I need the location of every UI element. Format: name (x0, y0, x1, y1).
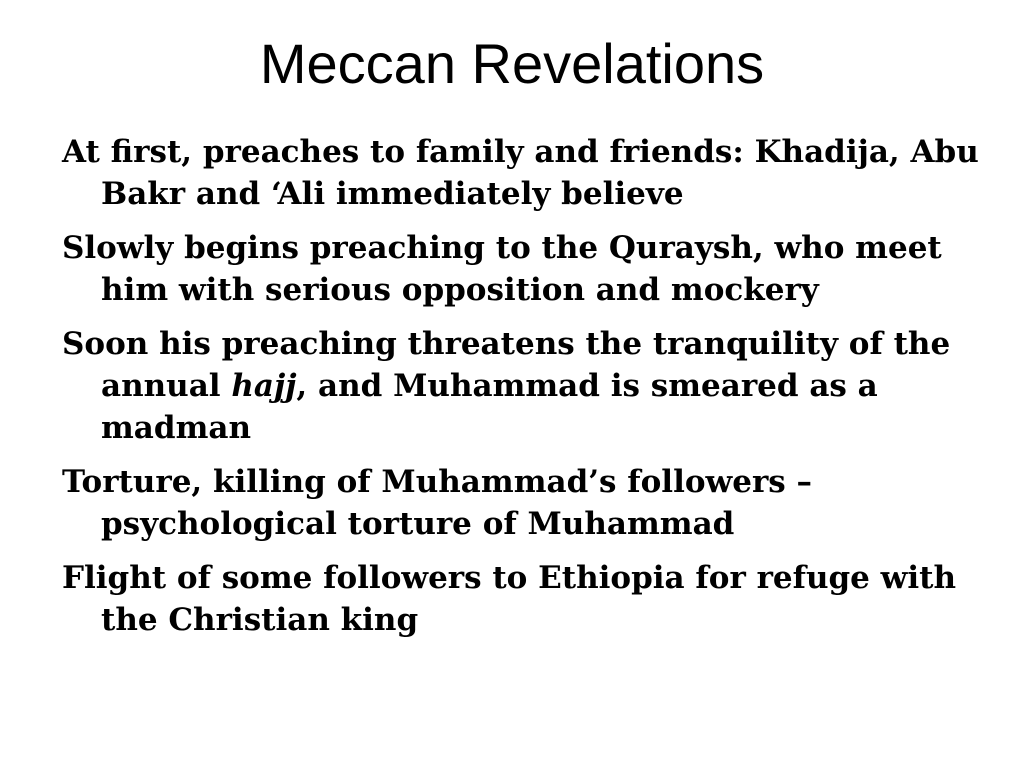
bullet-text-hajj-before: Soon his preaching threatens the tranquility of the annual (62, 326, 951, 404)
bullet-item-family-friends: At first, preaches to family and friends: Khadija, Abu Bakr and ‘Ali immediately believe (62, 134, 979, 212)
bullet-list (62, 131, 982, 653)
bullet-item-quraysh: Slowly begins preaching to the Quraysh, who meet him with serious opposition and mockery (62, 230, 942, 308)
bullet-item-hajj (62, 323, 982, 449)
slide-title: Meccan Revelations (259, 32, 765, 95)
bullet-text-hajj-after: , and Muhammad is smeared as a madman (101, 368, 878, 446)
bullet-item-ethiopia: Flight of some followers to Ethiopia for refuge with the Christian king (62, 560, 957, 638)
hajj-emphasis: hajj (231, 368, 297, 404)
bullet-item-torture: Torture, killing of Muhammad’s followers – psychological torture of Muhammad (62, 464, 813, 542)
